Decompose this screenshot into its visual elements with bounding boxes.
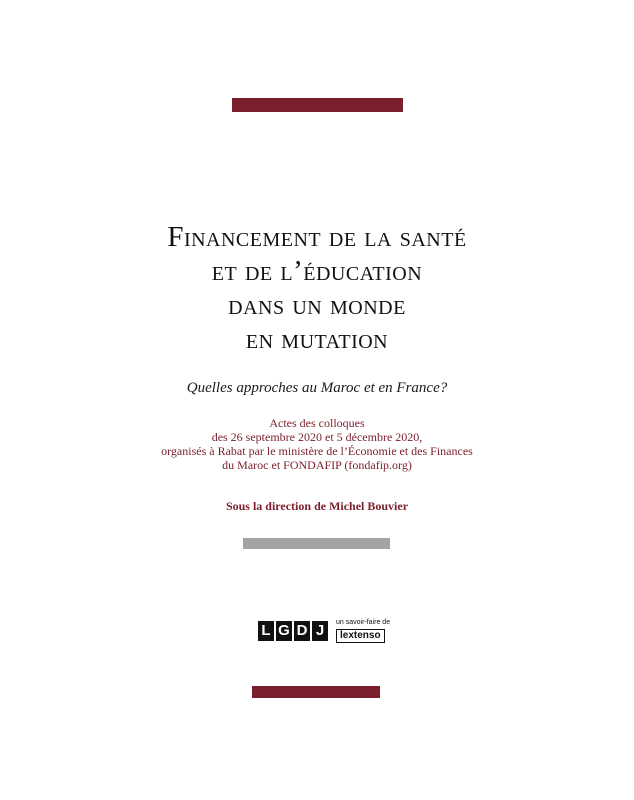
top-accent-bar xyxy=(232,98,403,112)
lgdj-logo xyxy=(258,621,328,641)
actes-line-1: Actes des colloques xyxy=(269,416,365,430)
lgdj-letter: D xyxy=(294,621,310,641)
lextenso-logo xyxy=(336,619,390,643)
actes-line-2: des 26 septembre 2020 et 5 décembre 2020, xyxy=(211,430,423,444)
title-line-3: dans un monde xyxy=(228,289,406,321)
title-line-4: en mutation xyxy=(245,323,389,355)
middle-divider-bar xyxy=(243,538,390,549)
book-subtitle: Quelles approches au Maroc et en France? xyxy=(186,380,448,396)
proceedings-description xyxy=(80,416,554,472)
lgdj-letter: J xyxy=(312,621,328,641)
bottom-accent-bar xyxy=(252,686,380,698)
title-line-2: et de l’éducation xyxy=(211,255,423,287)
actes-line-4: du Maroc et FONDAFIP (fondafip.org) xyxy=(222,458,412,472)
lgdj-letter: G xyxy=(276,621,292,641)
lgdj-letter: L xyxy=(258,621,274,641)
editor-credit: Sous la direction de Michel Bouvier xyxy=(225,499,409,513)
publisher-logos xyxy=(258,619,390,643)
publisher-tagline: un savoir-faire de xyxy=(336,619,391,626)
book-title xyxy=(80,220,554,356)
title-line-1: Financement de la santé xyxy=(167,221,467,253)
lextenso-brand: lextenso xyxy=(336,629,385,643)
actes-line-3: organisés à Rabat par le ministère de l’Économie et des Finances xyxy=(161,444,473,458)
